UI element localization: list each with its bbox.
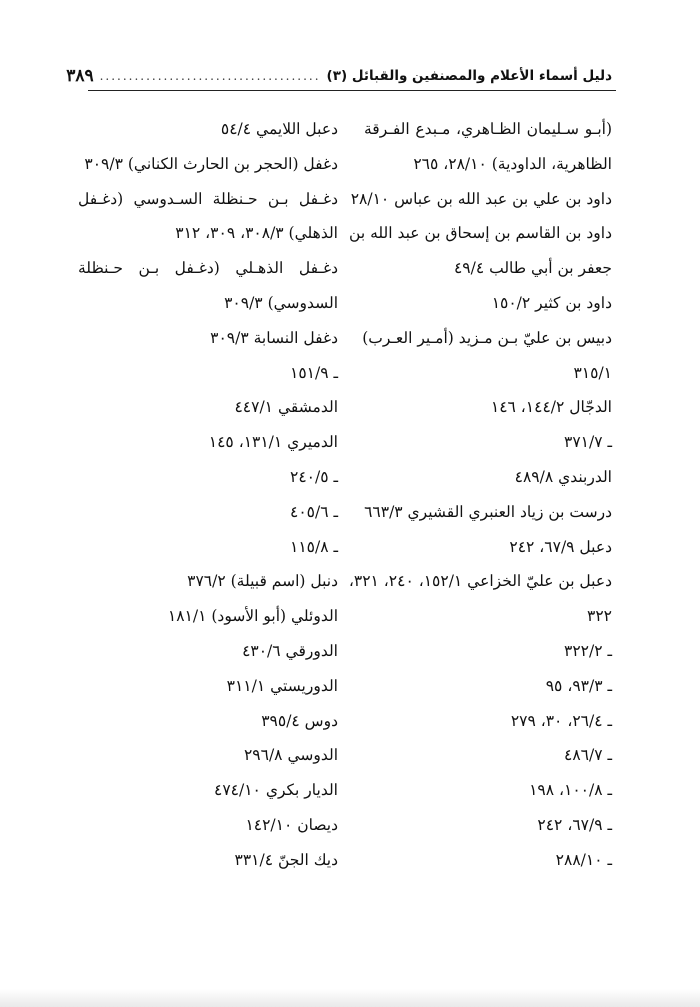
index-entry: الدوريستي ٣١١/١ [226,676,338,695]
index-entry: الدوئلي (أبو الأسود) ١٨١/١ [167,607,338,626]
index-entry: دغـفل الذهـلي (دغـفل بـن حـنظلة [78,259,338,278]
index-entry: ـ ٣٢٢/٢ [564,641,612,660]
index-entry: ـ ١٥١/٩ [290,363,338,382]
index-entry: ـ ٢٦/٤، ٣٠، ٢٧٩ [510,711,612,730]
index-entry: ديصان ١٤٢/١٠ [245,815,338,834]
header-rule [88,90,616,91]
index-entry: جعفر بن أبي طالب ٤٩/٤ [453,259,612,278]
index-entry: داود بن علي بن عبد الله بن عباس ٢٨/١٠ [350,189,612,208]
index-entry: الدورقي ٤٣٠/٦ [242,641,338,660]
index-entry: ـ ٢٨٨/١٠ [555,850,612,869]
index-entry: ـ ٤٠٥/٦ [290,502,338,521]
index-entry: الذهلي) ٣٠٨/٣، ٣٠٩، ٣١٢ [175,224,338,243]
running-header [66,64,612,88]
index-entry: دوس ٣٩٥/٤ [261,711,338,730]
index-entry: دغفل النسابة ٣٠٩/٣ [210,328,338,347]
index-entry: ـ ١٠٠/٨، ١٩٨ [529,781,612,800]
index-column-left [78,112,338,878]
index-entry: (أبـو سـليمان الظـاهري، مـبدع الفـرقة [364,120,612,138]
index-column-right [348,112,612,878]
index-entry: دغـفل بـن حـنظلة السـدوسي (دغـفل [78,189,338,208]
index-entry: داود بن القاسم بن إسحاق بن عبد الله بن [349,224,612,243]
index-entry: دنبل (اسم قبيلة) ٣٧٦/٢ [187,572,338,591]
index-entry: الدوسي ٢٩٦/٨ [243,746,338,765]
index-entry: الديار بكري ٤٧٤/١٠ [214,781,338,800]
index-entry: الدمشقي ٤٤٧/١ [234,398,338,417]
index-entry: دبيس بن عليّ بـن مـزيد (أمـير العـرب) [362,328,612,347]
index-entry: ديك الجنّ ٣٣١/٤ [234,850,338,869]
index-entry: ٣١٥/١ [573,363,612,382]
index-entry: الدجّال ١٤٤/٢، ١٤٦ [490,398,612,417]
page-number: ٣٨٩ [66,66,94,86]
index-entry: ـ ١١٥/٨ [290,537,338,556]
index-entry: دعبل بن عليّ الخزاعي ١٥٢/١، ٢٤٠، ٣٢١، [348,572,612,591]
index-entry: دغفل (الحجر بن الحارث الكناني) ٣٠٩/٣ [84,154,338,173]
header-leader-dots: ...................................... [99,69,321,83]
index-entry: السدوسي) ٣٠٩/٣ [224,293,338,312]
index-entry: ـ ٣٧١/٧ [564,433,612,452]
index-entry: ـ ٢٤٠/٥ [290,467,338,486]
index-entry: درست بن زياد العنبري القشيري ٦٦٣/٣ [364,502,612,521]
page-bottom-shadow [0,989,700,1007]
index-entry: ٣٢٢ [587,607,612,626]
index-entry: ـ ٩٣/٣، ٩٥ [545,676,612,695]
index-entry: الدربندي ٤٨٩/٨ [514,467,612,486]
index-entry: داود بن كثير ١٥٠/٢ [491,293,612,312]
header-title: دليل أسماء الأعلام والمصنفين والقبائل (٣) [326,68,612,84]
index-entry: ـ ٤٨٦/٧ [564,746,612,765]
index-entry: دعبل ٦٧/٩، ٢٤٢ [509,537,612,556]
index-entry: الدميري ١٣١/١، ١٤٥ [208,433,338,452]
index-entry: دعبل اللايمي ٥٤/٤ [220,120,338,138]
index-entry: ـ ٦٧/٩، ٢٤٢ [537,815,612,834]
index-entry: الظاهرية، الداودية) ٢٨/١٠، ٢٦٥ [413,154,612,173]
